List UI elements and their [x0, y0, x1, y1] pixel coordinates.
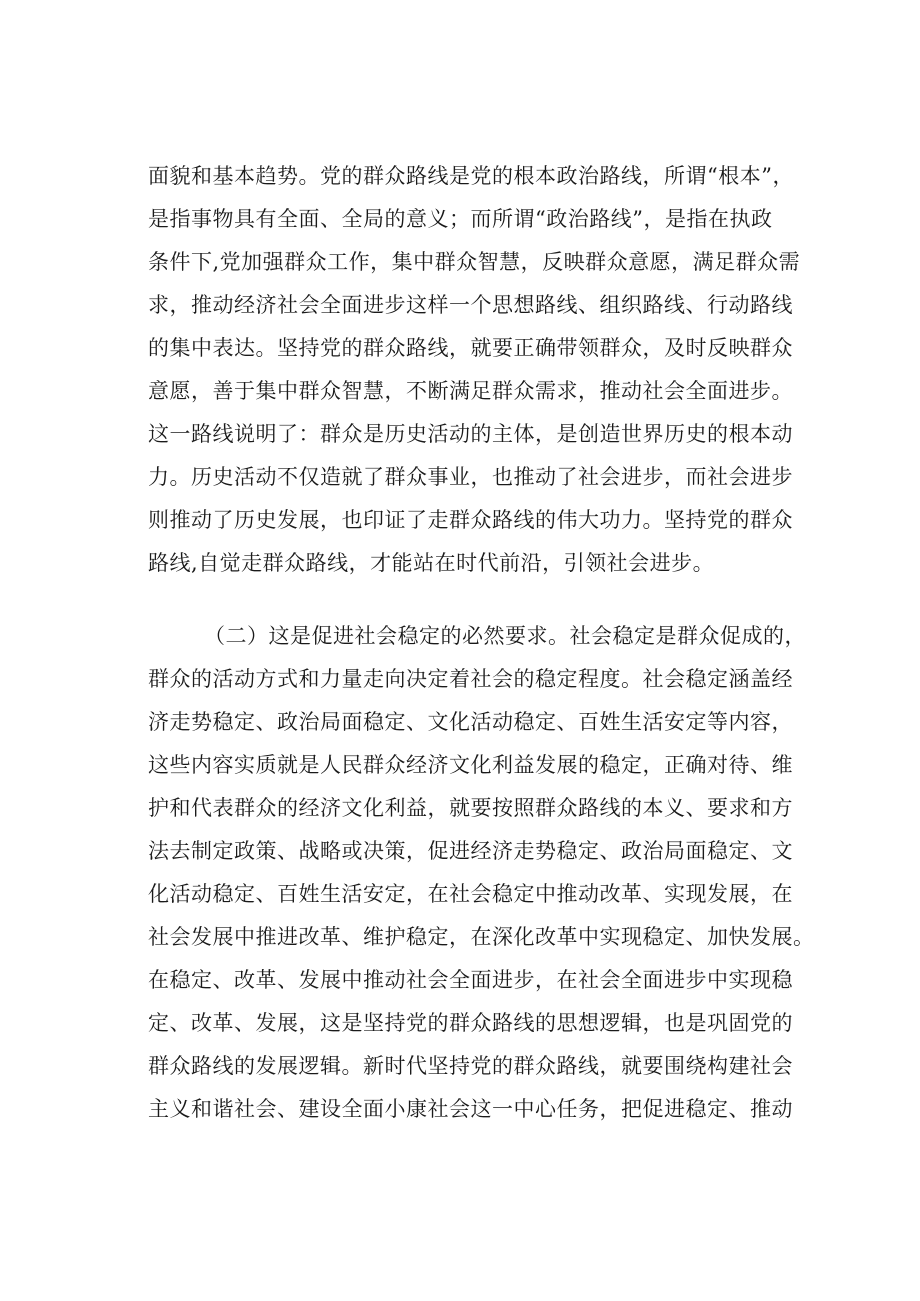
- text-line: 面貌和基本趋势。党的群众路线是党的根本政治路线，所谓“根本”，: [148, 164, 794, 188]
- text-line: 条件下,党加强群众工作，集中群众智慧，反映群众意愿，满足群众需: [148, 250, 801, 274]
- text-line: 化活动稳定、百姓生活安定，在社会稳定中推动改革、实现发展，在: [148, 882, 793, 906]
- text-line: 的集中表达。坚持党的群众路线，就要正确带领群众，及时反映群众: [148, 336, 793, 360]
- text-line: 群众的活动方式和力量走向决定着社会的稳定程度。社会稳定涵盖经: [148, 667, 793, 691]
- text-line: 护和代表群众的经济文化利益，就要按照群众路线的本义、要求和方: [148, 796, 793, 820]
- text-line: 群众路线的发展逻辑。新时代坚持党的群众路线，就要围绕构建社会: [148, 1054, 793, 1078]
- text-line: 力。历史活动不仅造就了群众事业，也推动了社会进步，而社会进步: [148, 465, 793, 489]
- text-line: 这一路线说明了：群众是历史活动的主体，是创造世界历史的根本动: [148, 422, 793, 446]
- text-line: 则推动了历史发展，也印证了走群众路线的伟大功力。坚持党的群众: [148, 508, 793, 532]
- text-line: 意愿，善于集中群众智慧，不断满足群众需求，推动社会全面进步。: [148, 379, 793, 403]
- text-line: 定、改革、发展，这是坚持党的群众路线的思想逻辑，也是巩固党的: [148, 1011, 793, 1035]
- text-line: 主义和谐社会、建设全面小康社会这一中心任务，把促进稳定、推动: [148, 1097, 793, 1121]
- text-line: 求，推动经济社会全面进步这样一个思想路线、组织路线、行动路线: [148, 293, 793, 317]
- text-line: （二）这是促进社会稳定的必然要求。社会稳定是群众促成的，: [204, 624, 806, 648]
- text-line: 在稳定、改革、发展中推动社会全面进步，在社会全面进步中实现稳: [148, 968, 793, 992]
- text-line: 济走势稳定、政治局面稳定、文化活动稳定、百姓生活安定等内容，: [148, 710, 793, 734]
- text-line: 路线,自觉走群众路线，才能站在时代前沿，引领社会进步。: [148, 551, 715, 575]
- text-line: 这些内容实质就是人民群众经济文化利益发展的稳定，正确对待、维: [148, 753, 793, 777]
- text-line: 法去制定政策、战略或决策，促进经济走势稳定、政治局面稳定、文: [148, 839, 793, 863]
- text-line: 社会发展中推进改革、维护稳定，在深化改革中实现稳定、加快发展。: [148, 925, 815, 949]
- text-line: 是指事物具有全面、全局的意义；而所谓“政治路线”，是指在执政: [148, 207, 773, 231]
